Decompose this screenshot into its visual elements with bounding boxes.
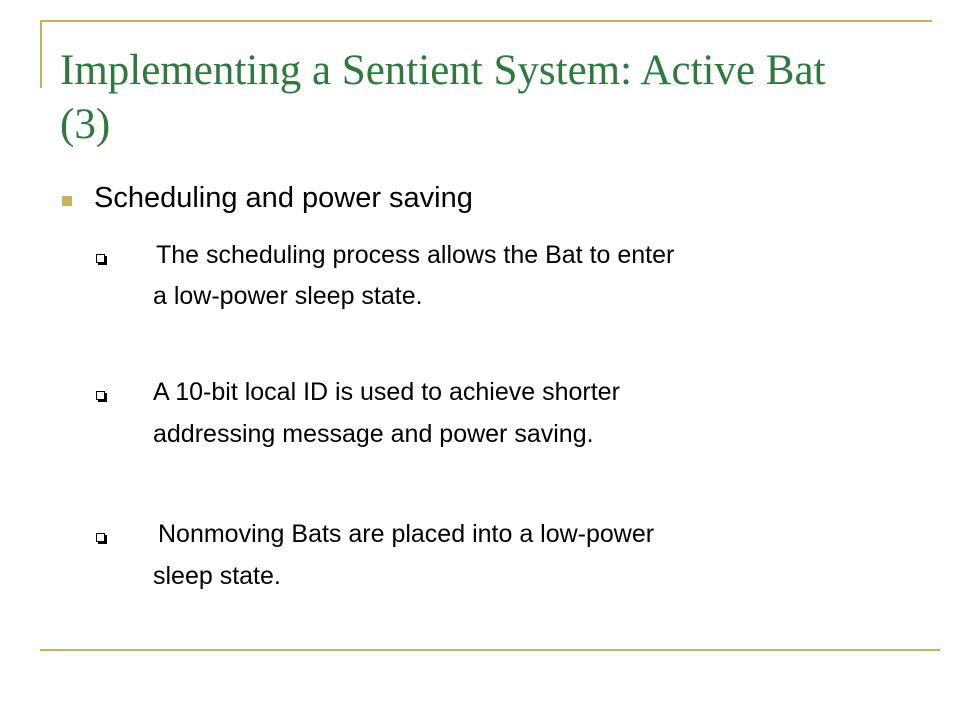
slide-title: Implementing a Sentient System: Active Bat (3) xyxy=(60,47,826,148)
sub-bullet-line: a low-power sleep state. xyxy=(153,282,423,310)
sub-bullet-line: Nonmoving Bats are placed into a low-power xyxy=(158,520,655,548)
hollow-square-bullet-icon xyxy=(96,254,105,263)
frame-left-line xyxy=(40,20,42,88)
square-bullet-icon xyxy=(62,196,72,206)
sub-bullet-line: The scheduling process allows the Bat to enter xyxy=(156,241,675,269)
hollow-square-bullet-icon xyxy=(96,391,105,400)
frame-top-line xyxy=(40,20,932,22)
sub-bullet-line: sleep state. xyxy=(153,562,281,590)
bullet-text: Scheduling and power saving xyxy=(94,182,473,214)
frame-bottom-line xyxy=(40,649,940,651)
sub-bullet-line: A 10-bit local ID is used to achieve shorter xyxy=(153,378,620,406)
sub-bullet-line: addressing message and power saving. xyxy=(153,420,594,448)
hollow-square-bullet-icon xyxy=(96,533,105,542)
